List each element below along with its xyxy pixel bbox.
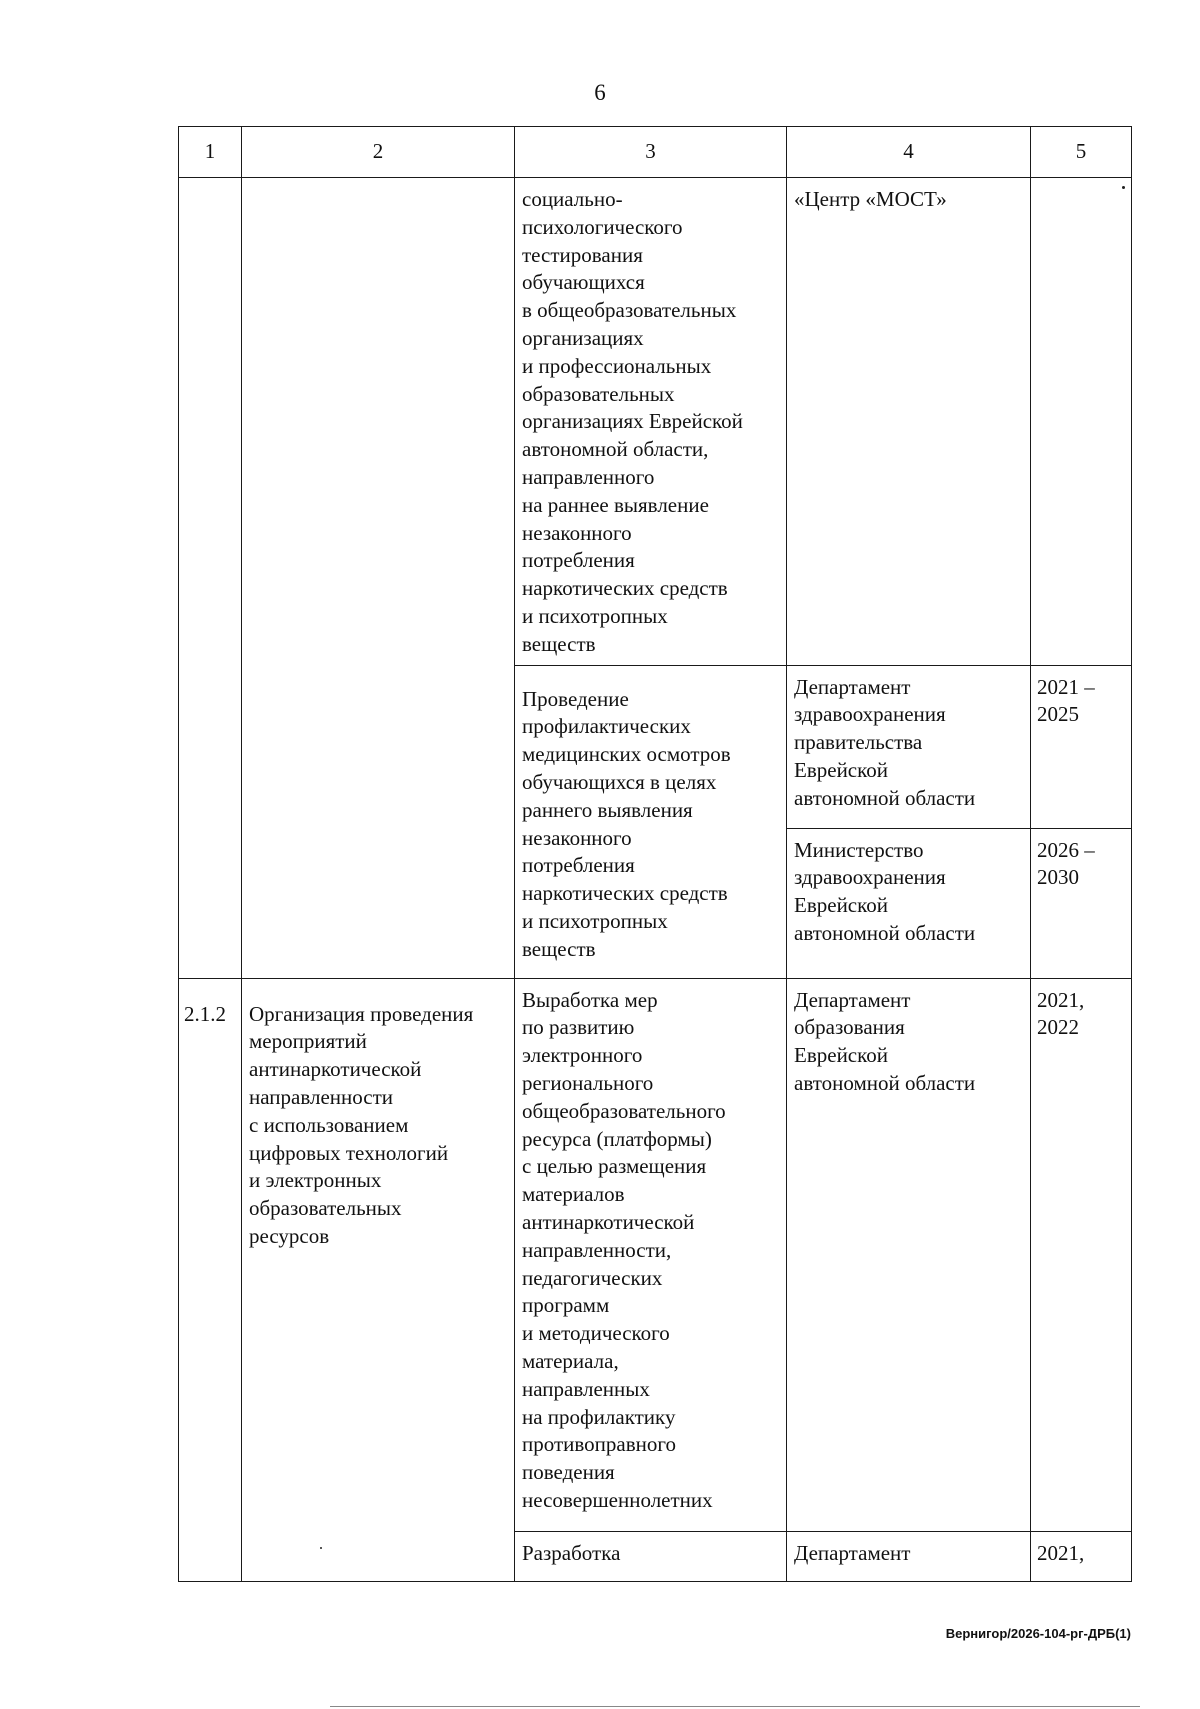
scan-speck <box>320 1547 322 1549</box>
table-row <box>179 178 1132 666</box>
cell-executor-department: Департамент <box>794 1540 911 1565</box>
page-number: 6 <box>594 80 606 105</box>
cell-period-2021-2025: 2021 – 2025 <box>1037 674 1095 727</box>
measures-table <box>178 126 1132 1582</box>
cell-measure-medical-exams: Проведение профилактических медицинских осмотров обучающихся в целях раннего выявления незаконного потребления наркотических средств и психотропных веществ <box>522 686 731 961</box>
cell-measure-testing: социально- психологического тестирования обучающихся в общеобразовательных организациях и профессиональных образовательных организациях Еврейской автономной области, направленного на раннее выявление незаконного потребления наркотических средств и психотропных веществ <box>522 187 743 656</box>
scan-speck <box>1122 186 1125 189</box>
cell-executor-education-department: Департамент образования Еврейской автономной области <box>794 987 976 1095</box>
cell-measure-development: Разработка <box>522 1540 621 1565</box>
cell-executor-health-department: Департамент здравоохранения правительства Еврейской автономной области <box>794 674 976 810</box>
table-header-row <box>179 127 1132 178</box>
header-col-4: 4 <box>787 127 1031 178</box>
document-code: Вернигор/2026-104-рг-ДРБ(1) <box>945 1626 1131 1641</box>
cell-period <box>1031 178 1131 190</box>
cell-executor-health-ministry: Министерство здравоохранения Еврейской автономной области <box>794 837 976 945</box>
cell-period-2026-2030: 2026 – 2030 <box>1037 837 1095 890</box>
cell-measure-platform: Выработка мер по развитию электронного регионального общеобразовательного ресурса (платформы) с целью размещения материалов антинаркотической направленности, педагогических программ и методического материала, направленных на профилактику противоправного поведения несовершеннолетних <box>522 987 726 1512</box>
cell-item-number: 2.1.2 <box>184 1001 226 1026</box>
cell-number-empty <box>179 178 242 979</box>
cell-event-empty <box>242 178 515 979</box>
header-col-1: 1 <box>179 127 242 178</box>
header-col-3: 3 <box>515 127 787 178</box>
cell-period-2021: 2021, <box>1037 1540 1085 1565</box>
table-row <box>179 978 1132 1531</box>
cell-period-2021-2022: 2021, 2022 <box>1037 987 1085 1040</box>
header-col-5: 5 <box>1031 127 1132 178</box>
cell-event-digital: Организация проведения мероприятий антинаркотической направленности с использованием цифровых технологий и электронных образовательных ресурсов <box>249 1001 474 1248</box>
header-col-2: 2 <box>242 127 515 178</box>
cell-executor-center-most: «Центр «МОСТ» <box>794 187 947 211</box>
scan-edge-line <box>330 1706 1140 1707</box>
